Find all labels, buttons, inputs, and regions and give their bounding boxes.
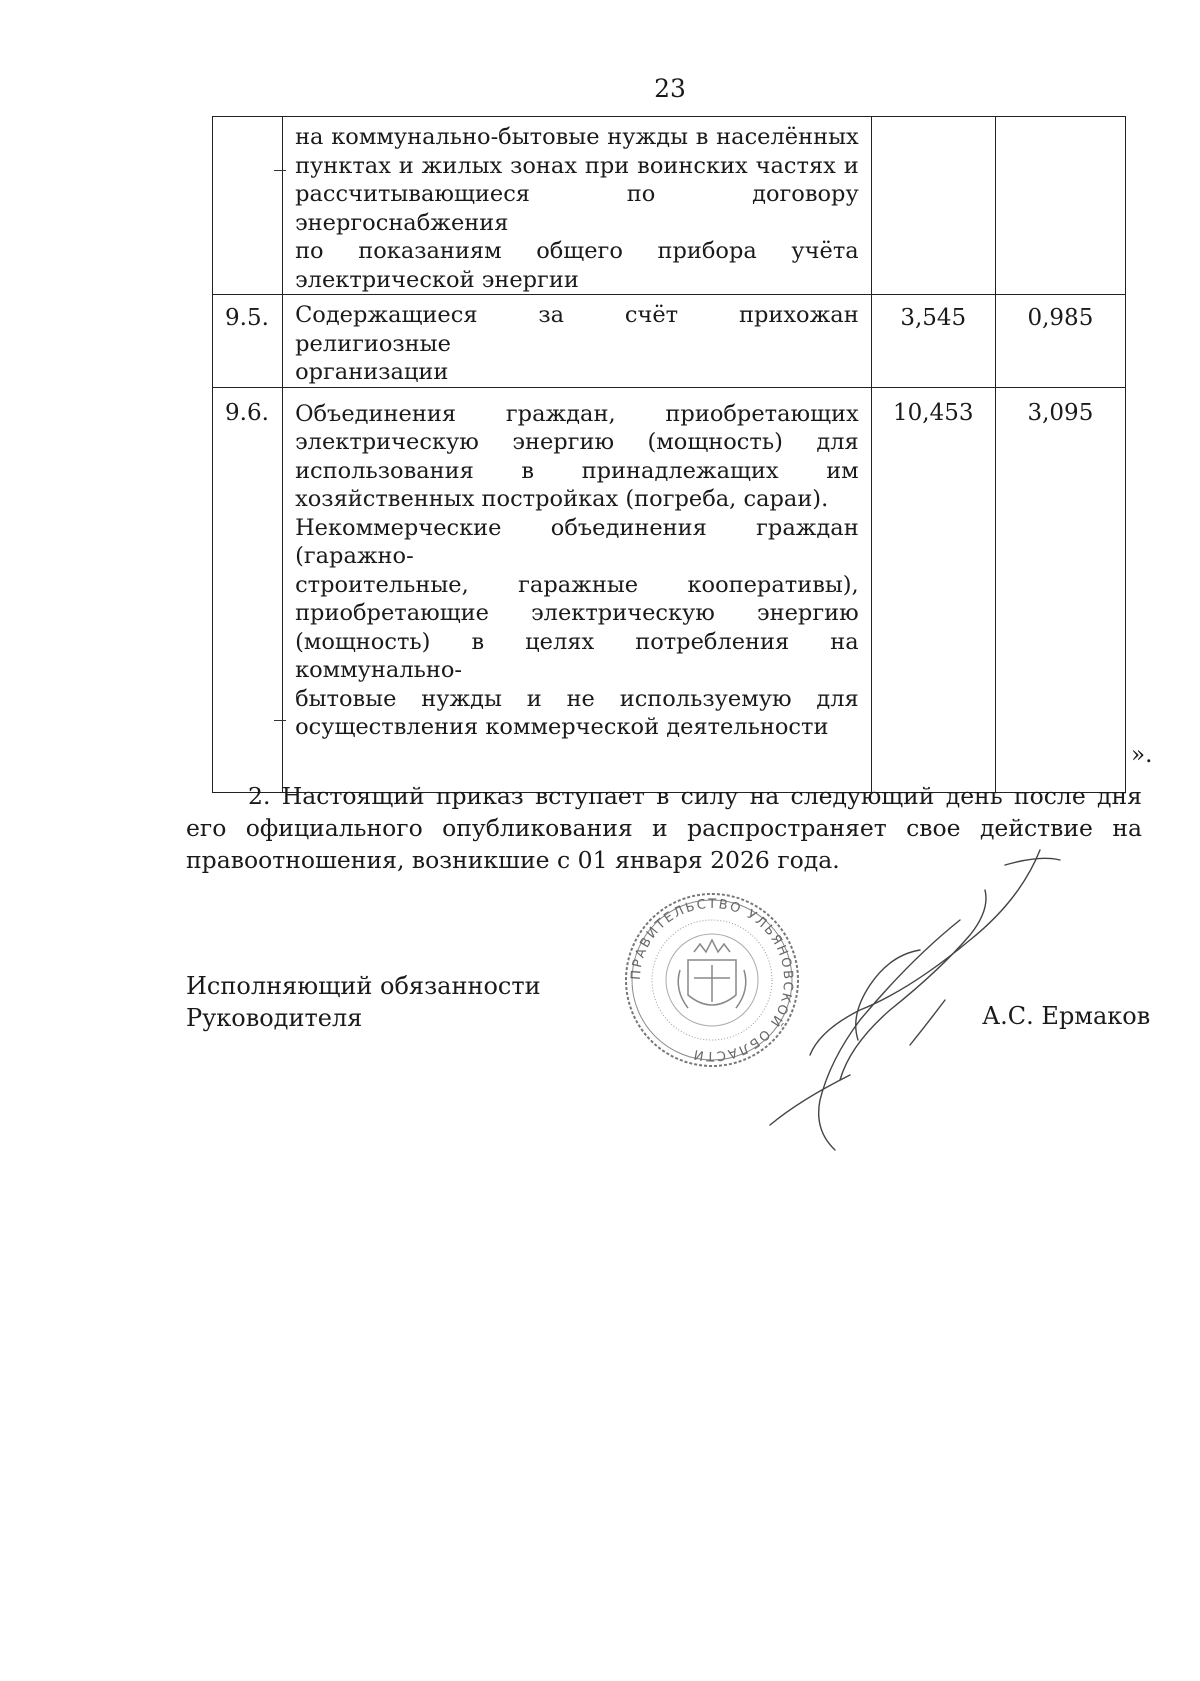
row-description xyxy=(283,295,871,387)
description-line: осуществления коммерческой деятельности xyxy=(295,714,829,740)
description-line: рассчитывающиеся по договору энергоснабжения xyxy=(295,181,859,236)
description-line: Содержащиеся за счёт прихожан религиозные xyxy=(295,302,859,357)
value2: 0,985 xyxy=(1027,305,1094,331)
row-number: 9.6. xyxy=(225,399,269,426)
value2-cell xyxy=(995,117,1125,295)
description-line: Объединения граждан, приобретающих xyxy=(295,400,859,427)
row-number-cell xyxy=(213,295,283,388)
row-number-cell xyxy=(213,387,283,792)
row-number: 9.5. xyxy=(225,305,269,331)
description-line: электрической энергии xyxy=(295,266,579,293)
description-line: организации xyxy=(295,359,449,385)
page-number: 23 xyxy=(654,74,686,103)
description-line: электрическую энергию (мощность) для xyxy=(295,429,859,455)
margin-tick-mark xyxy=(274,720,286,721)
signatory-name: А.С. Ермаков xyxy=(982,1002,1151,1030)
row-description xyxy=(283,388,871,742)
value1: 10,453 xyxy=(893,399,974,426)
description-line: хозяйственных постройках (погреба, сараи). xyxy=(295,486,829,512)
description-line: использования в принадлежащих им xyxy=(295,457,859,484)
signatory-role-line: Руководителя xyxy=(186,1004,363,1032)
row-description xyxy=(283,117,871,294)
row-description-cell xyxy=(283,387,872,792)
value1-cell xyxy=(871,117,995,295)
description-line: пунктах и жилых зонах при воинских частях и xyxy=(295,152,859,179)
row-description-cell xyxy=(283,117,872,295)
row-number-cell xyxy=(213,117,283,295)
value2 xyxy=(996,117,1125,127)
signatory-role-line: Исполняющий обязанности xyxy=(186,972,541,1000)
row-number xyxy=(213,117,282,127)
table-row xyxy=(213,387,1126,792)
description-line: (мощность) в целях потребления на коммунально- xyxy=(295,628,859,683)
description-line: строительные, гаражные кооперативы), xyxy=(295,571,859,598)
tariff-table xyxy=(212,116,1126,793)
description-line: по показаниям общего прибора учёта xyxy=(295,238,859,264)
handwritten-signature xyxy=(740,840,1080,1160)
value1 xyxy=(872,117,995,127)
seal-text: ПРАВИТЕЛЬСТВО УЛЬЯНОВСКОЙ ОБЛАСТИ xyxy=(628,896,796,1064)
row-description-cell xyxy=(283,295,872,388)
value2: 3,095 xyxy=(1027,399,1094,426)
value2-cell xyxy=(995,295,1125,388)
closing-quote: ». xyxy=(1131,742,1153,768)
margin-tick-mark xyxy=(274,170,286,171)
effective-date-paragraph: 2. Настоящий приказ вступает в силу на следующий день после дня его официального опубликования и распространяет свое действие на правоотношения, возникшие с 01 января 2026 года. xyxy=(186,782,1142,874)
description-line: приобретающие электрическую энергию xyxy=(295,600,859,626)
signatory-role xyxy=(186,970,541,1034)
coat-of-arms-icon xyxy=(678,940,746,1008)
description-line: на коммунально-бытовые нужды в населённых xyxy=(295,124,859,150)
table-row xyxy=(213,295,1126,388)
table-row xyxy=(213,117,1126,295)
value2-cell xyxy=(995,387,1125,792)
value1-cell xyxy=(871,295,995,388)
value1: 3,545 xyxy=(900,305,967,331)
description-line: бытовые нужды и не используемую для xyxy=(295,685,859,712)
value1-cell xyxy=(871,387,995,792)
description-line: Некоммерческие объединения граждан (гаражно- xyxy=(295,514,859,569)
